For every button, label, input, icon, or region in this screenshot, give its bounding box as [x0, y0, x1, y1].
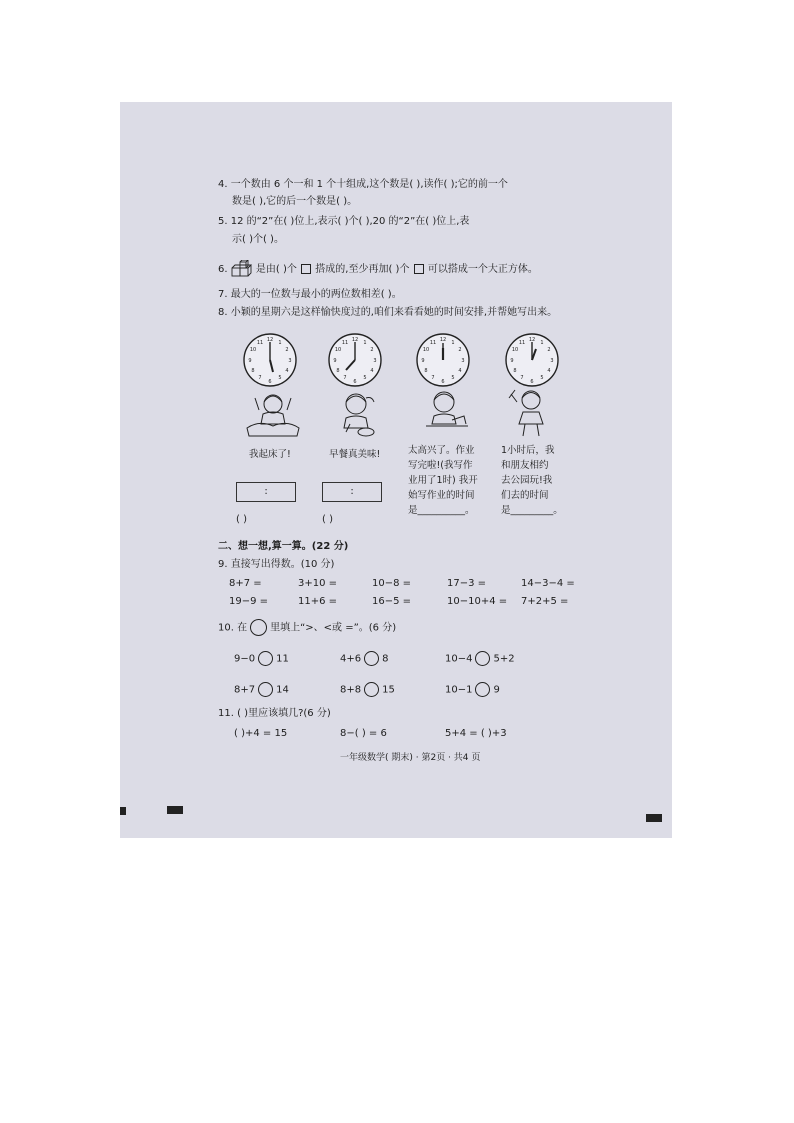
svg-text:1: 1	[363, 340, 367, 346]
svg-text:9: 9	[421, 358, 425, 364]
compare-circle[interactable]	[475, 682, 490, 697]
q9-item: 7+2+5 =	[521, 596, 569, 607]
q10-left: 8+7	[234, 684, 256, 696]
caption-line: 是__________。	[408, 505, 475, 516]
caption-line: 太高兴了。作业	[408, 445, 475, 456]
svg-text:12: 12	[439, 337, 447, 343]
svg-text:5: 5	[540, 375, 544, 381]
q10-title-b: 里填上“>、<或 =”。(6 分)	[270, 622, 397, 634]
clock-icon	[327, 332, 383, 388]
svg-text:6: 6	[353, 379, 357, 385]
svg-text:5: 5	[451, 375, 455, 381]
q9-item: 16−5 =	[372, 596, 412, 607]
girl-eating-breakfast-picture	[332, 388, 382, 440]
q9-item: 10−10+4 =	[447, 596, 508, 607]
q11-item: 5+4 = ( )+3	[445, 728, 507, 739]
svg-text:8: 8	[513, 368, 517, 374]
caption-line: 和朋友相约	[501, 460, 549, 471]
svg-text:2: 2	[285, 347, 289, 353]
compare-circle[interactable]	[258, 682, 273, 697]
svg-text:6: 6	[530, 379, 534, 385]
svg-text:4: 4	[458, 368, 462, 374]
caption-line: 业用了1时) 我开	[408, 475, 478, 486]
svg-text:7: 7	[431, 375, 435, 381]
q10-item	[234, 682, 289, 697]
caption-homework	[408, 443, 478, 518]
compare-circle[interactable]	[364, 651, 379, 666]
svg-text:5: 5	[363, 375, 367, 381]
svg-text:3: 3	[288, 358, 292, 364]
q10-left: 4+6	[340, 653, 362, 665]
svg-text:3: 3	[461, 358, 465, 364]
compare-circle[interactable]	[258, 651, 273, 666]
small-cube-icon	[414, 264, 424, 274]
q9-item: 10−8 =	[372, 578, 412, 589]
cube-stack-icon	[231, 260, 253, 278]
svg-text:4: 4	[547, 368, 551, 374]
q10-right: 9	[493, 684, 500, 696]
q9-item: 11+6 =	[298, 596, 338, 607]
q9-item: 17−3 =	[447, 578, 487, 589]
svg-text:11: 11	[518, 340, 526, 346]
svg-text:9: 9	[510, 358, 514, 364]
svg-text:2: 2	[370, 347, 374, 353]
page-footer: 一年级数学( 期末) · 第2页 · 共4 页	[340, 753, 481, 763]
q5-line2: 示( )个( )。	[232, 234, 284, 245]
q11-item: 8−( ) = 6	[340, 728, 387, 739]
q10-right: 11	[276, 653, 289, 665]
q10-item	[340, 651, 388, 666]
q10-item	[445, 682, 500, 697]
q9-item: 8+7 =	[229, 578, 262, 589]
q10-left: 10−4	[445, 653, 473, 665]
q6-text-b: 搭成的,至少再加( )个	[315, 264, 410, 275]
svg-text:11: 11	[341, 340, 349, 346]
svg-text:8: 8	[336, 368, 340, 374]
svg-text:10: 10	[249, 347, 257, 353]
caption-breakfast: 早餐真美味!	[329, 449, 381, 460]
clock-icon	[504, 332, 560, 388]
svg-text:6: 6	[268, 379, 272, 385]
registration-mark	[120, 807, 126, 815]
compare-circle[interactable]	[364, 682, 379, 697]
svg-text:6: 6	[441, 379, 445, 385]
caption-line: 们去的时间	[501, 490, 549, 501]
svg-text:3: 3	[550, 358, 554, 364]
caption-line: 是_________。	[501, 505, 563, 516]
svg-text:1: 1	[540, 340, 544, 346]
q11-item: ( )+4 = 15	[234, 728, 288, 739]
q8-text: 8. 小颖的星期六是这样愉快度过的,咱们来看看她的时间安排,并帮她写出来。	[218, 307, 558, 318]
q9-title: 9. 直接写出得数。(10 分)	[218, 559, 335, 570]
q4-line1: 4. 一个数由 6 个一和 1 个十组成,这个数是( ),读作( );它的前一个	[218, 179, 508, 190]
q9-item: 14−3−4 =	[521, 578, 575, 589]
svg-text:2: 2	[547, 347, 551, 353]
q10-right: 14	[276, 684, 289, 696]
svg-text:12: 12	[351, 337, 359, 343]
q6-line	[218, 260, 538, 278]
girl-waking-up-picture	[245, 388, 301, 440]
svg-text:11: 11	[256, 340, 264, 346]
svg-text:7: 7	[258, 375, 262, 381]
svg-text:10: 10	[334, 347, 342, 353]
svg-text:12: 12	[528, 337, 536, 343]
small-cube-icon	[301, 264, 311, 274]
svg-text:7: 7	[520, 375, 524, 381]
caption-line: 去公园玩!我	[501, 475, 553, 486]
time-answer-box[interactable]: :	[236, 482, 296, 502]
caption-play	[501, 443, 563, 518]
section-two-heading: 二、想一想,算一算。(22 分)	[218, 541, 349, 552]
q11-title: 11. ( )里应该填几?(6 分)	[218, 708, 331, 719]
svg-text:12: 12	[266, 337, 274, 343]
registration-mark	[167, 806, 183, 814]
q10-left: 10−1	[445, 684, 473, 696]
q10-right: 8	[382, 653, 389, 665]
q4-line2: 数是( ),它的后一个数是( )。	[232, 196, 358, 207]
svg-text:4: 4	[370, 368, 374, 374]
q10-left: 9−0	[234, 653, 256, 665]
svg-text:1: 1	[278, 340, 282, 346]
svg-text:5: 5	[278, 375, 282, 381]
svg-text:10: 10	[511, 347, 519, 353]
svg-text:8: 8	[251, 368, 255, 374]
clock-icon	[242, 332, 298, 388]
q10-item	[445, 651, 515, 666]
scanned-exam-page	[120, 102, 672, 838]
registration-mark	[646, 814, 662, 822]
answer-parentheses[interactable]: ( )	[322, 514, 333, 525]
caption-wake-up: 我起床了!	[249, 449, 291, 460]
svg-text:8: 8	[424, 368, 428, 374]
svg-text:7: 7	[343, 375, 347, 381]
q9-item: 19−9 =	[229, 596, 269, 607]
time-answer-box[interactable]: :	[322, 482, 382, 502]
caption-line: 始写作业的时间	[408, 490, 475, 501]
svg-text:4: 4	[285, 368, 289, 374]
q10-item	[340, 682, 395, 697]
q6-text-a: 是由( )个	[255, 264, 297, 275]
q10-title-a: 10. 在	[218, 622, 248, 634]
svg-text:1: 1	[451, 340, 455, 346]
svg-text:11: 11	[429, 340, 437, 346]
q7-text: 7. 最大的一位数与最小的两位数相差( )。	[218, 289, 402, 300]
q10-left: 8+8	[340, 684, 362, 696]
caption-line: 1小时后，我	[501, 445, 555, 456]
clock-icon	[415, 332, 471, 388]
q10-right: 5+2	[493, 653, 515, 665]
q10-item	[234, 651, 289, 666]
svg-text:3: 3	[373, 358, 377, 364]
q9-item: 3+10 =	[298, 578, 338, 589]
caption-line: 写完啦!(我写作	[408, 460, 473, 471]
q6-number: 6.	[218, 264, 228, 275]
svg-text:9: 9	[248, 358, 252, 364]
q5-line1: 5. 12 的“2”在( )位上,表示( )个( ),20 的“2”在( )位上,表	[218, 216, 470, 227]
q10-title	[218, 619, 396, 636]
svg-text:2: 2	[458, 347, 462, 353]
q6-text-c: 可以搭成一个大正方体。	[427, 264, 538, 275]
answer-parentheses[interactable]: ( )	[236, 514, 247, 525]
compare-circle-icon	[250, 619, 267, 636]
q10-right: 15	[382, 684, 395, 696]
svg-text:9: 9	[333, 358, 337, 364]
compare-circle[interactable]	[475, 651, 490, 666]
girl-playing-picture	[505, 384, 553, 440]
girl-doing-homework-picture	[422, 386, 472, 438]
svg-text:10: 10	[422, 347, 430, 353]
